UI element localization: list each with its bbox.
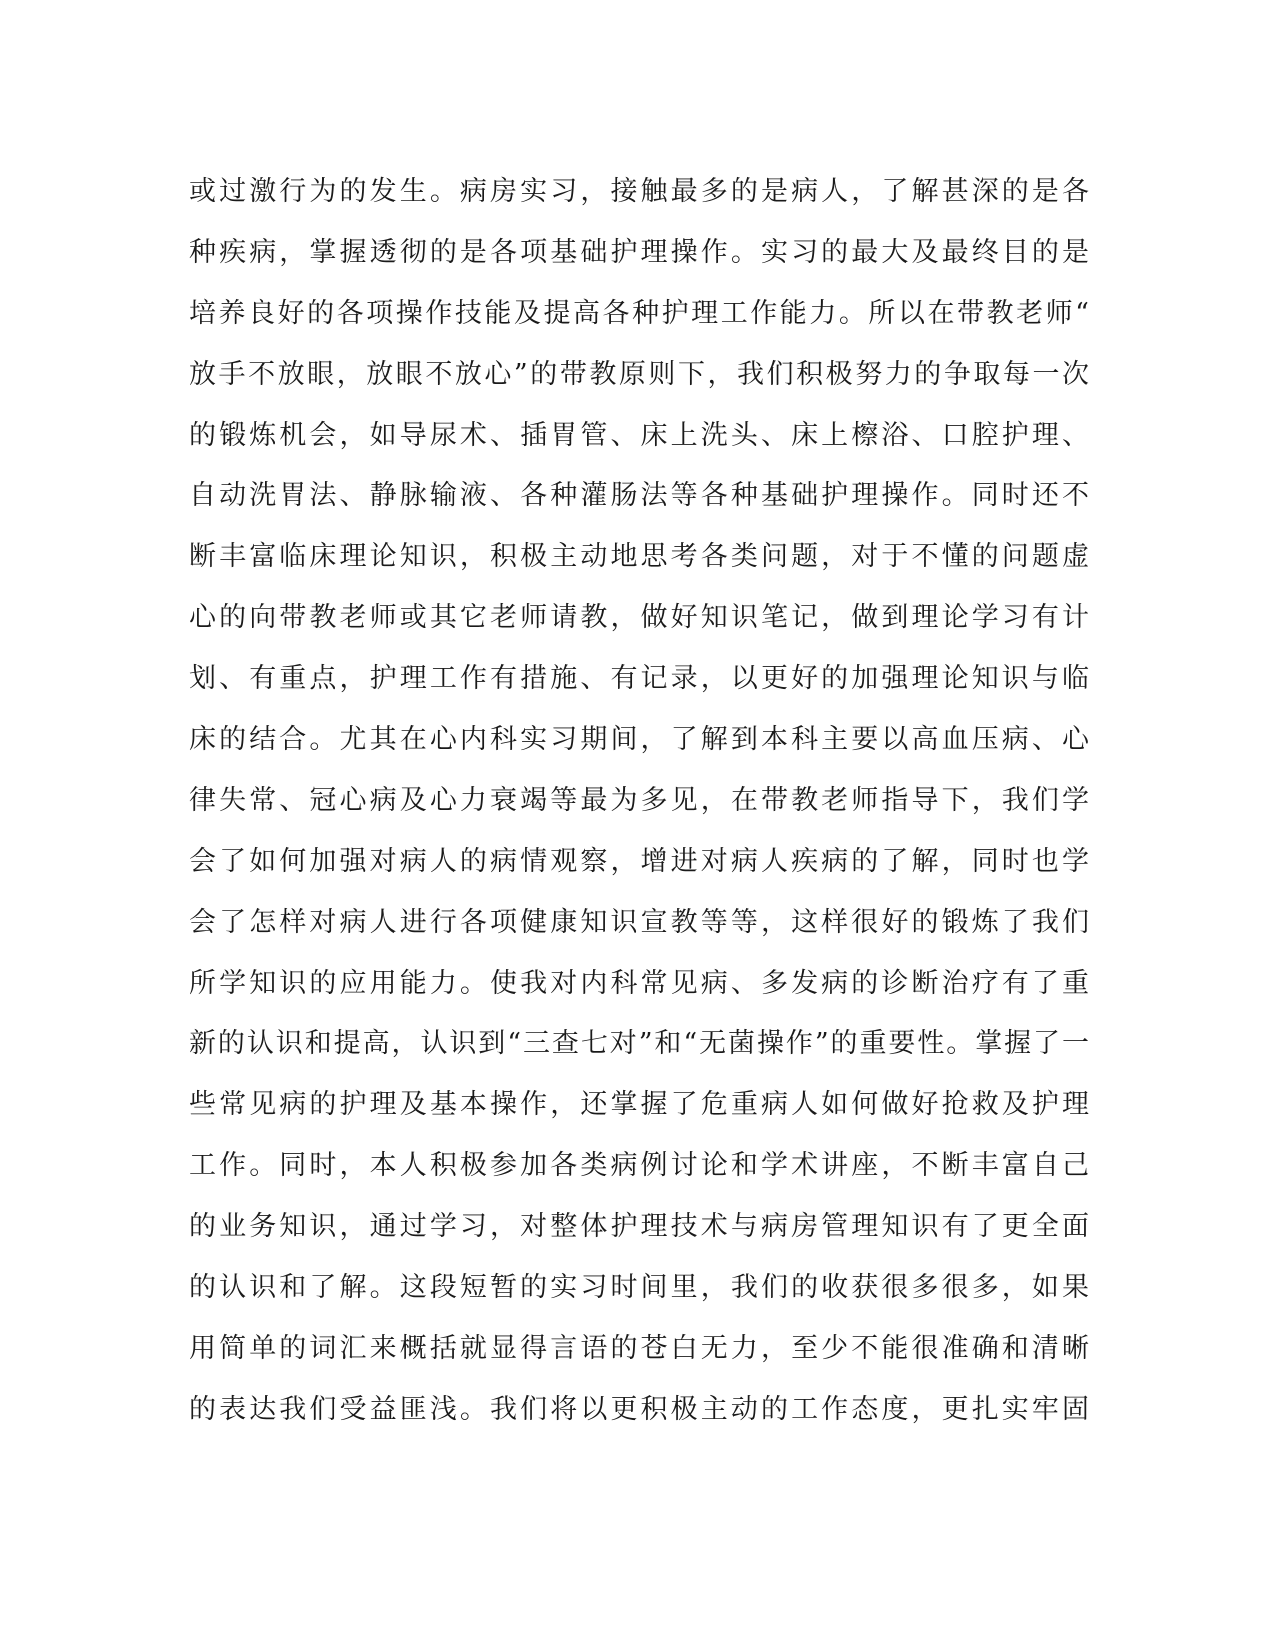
text-line-6: 自动洗胃法、静脉输液、各种灌肠法等各种基础护理操作。同时还不 xyxy=(189,480,1089,512)
text-line-8: 心的向带教老师或其它老师请教，做好知识笔记，做到理论学习有计 xyxy=(189,602,1089,634)
text-line-5: 的锻炼机会，如导尿术、插胃管、床上洗头、床上檫浴、口腔护理、 xyxy=(189,419,1089,451)
text-line-19: 的认识和了解。这段短暂的实习时间里，我们的收获很多很多，如果 xyxy=(189,1272,1089,1304)
text-line-11: 律失常、冠心病及心力衰竭等最为多见，在带教老师指导下，我们学 xyxy=(189,784,1089,816)
text-line-3: 培养良好的各项操作技能及提高各种护理工作能力。所以在带教老师“ xyxy=(189,297,1089,329)
text-line-7: 断丰富临床理论知识，积极主动地思考各类问题，对于不懂的问题虚 xyxy=(189,541,1089,573)
text-line-12: 会了如何加强对病人的病情观察，增进对病人疾病的了解，同时也学 xyxy=(189,845,1089,877)
text-line-9: 划、有重点，护理工作有措施、有记录，以更好的加强理论知识与临 xyxy=(189,663,1089,695)
text-line-14: 所学知识的应用能力。使我对内科常见病、多发病的诊断治疗有了重 xyxy=(189,967,1089,999)
body-paragraph xyxy=(189,162,1089,1441)
text-line-13: 会了怎样对病人进行各项健康知识宣教等等，这样很好的锻炼了我们 xyxy=(189,906,1089,938)
text-line-1: 或过激行为的发生。病房实习，接触最多的是病人，了解甚深的是各 xyxy=(189,176,1089,207)
text-line-4: 放手不放眼，放眼不放心”的带教原则下，我们积极努力的争取每一次 xyxy=(189,358,1089,390)
text-line-10: 床的结合。尤其在心内科实习期间，了解到本科主要以高血压病、心 xyxy=(189,724,1089,756)
text-line-17: 工作。同时，本人积极参加各类病例讨论和学术讲座，不断丰富自己 xyxy=(189,1150,1089,1182)
text-line-15: 新的认识和提高，认识到“三查七对”和“无菌操作”的重要性。掌握了一 xyxy=(189,1028,1089,1060)
text-line-20: 用简单的词汇来概括就显得言语的苍白无力，至少不能很准确和清晰 xyxy=(189,1332,1089,1364)
text-line-2: 种疾病，掌握透彻的是各项基础护理操作。实习的最大及最终目的是 xyxy=(189,236,1089,268)
text-line-21: 的表达我们受益匪浅。我们将以更积极主动的工作态度，更扎实牢固 xyxy=(189,1393,1089,1425)
text-line-18: 的业务知识，通过学习，对整体护理技术与病房管理知识有了更全面 xyxy=(189,1211,1089,1243)
text-line-16: 些常见病的护理及基本操作，还掌握了危重病人如何做好抢救及护理 xyxy=(189,1089,1089,1121)
